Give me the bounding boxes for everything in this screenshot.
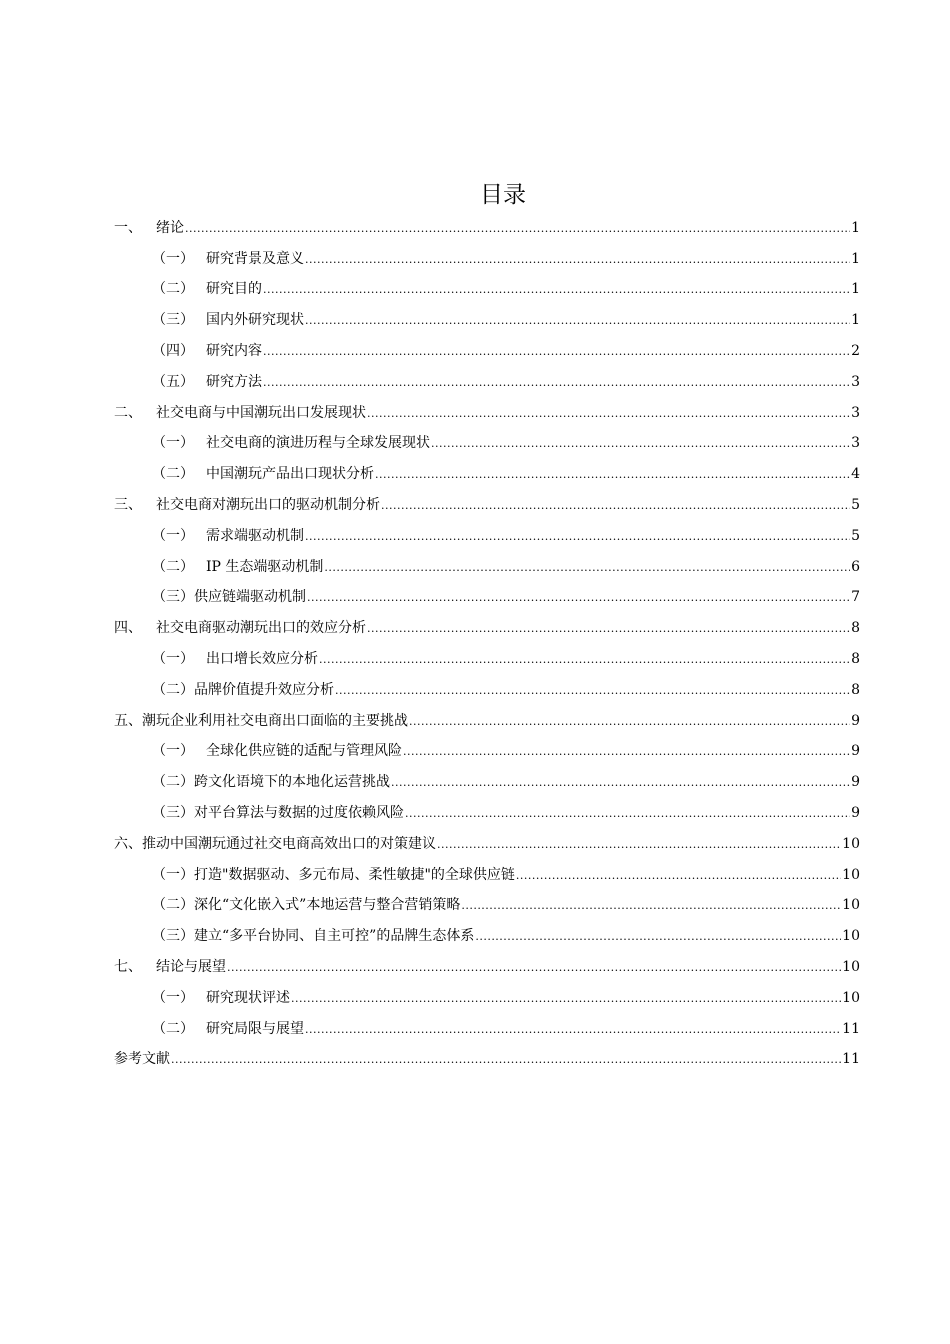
toc-entry-page-number: 10	[842, 897, 860, 914]
toc-entry-number: （三）	[152, 589, 194, 606]
toc-dot-leader	[461, 899, 841, 914]
toc-entry-page-number: 5	[851, 496, 860, 513]
toc-entry-label: 研究局限与展望	[206, 1020, 304, 1037]
toc-entry[interactable]	[114, 576, 860, 607]
toc-entry[interactable]	[114, 206, 860, 237]
toc-entry-number: （一）	[152, 250, 194, 267]
toc-entry-number: （二）	[152, 466, 194, 483]
toc-entry-number: 七、	[114, 958, 142, 975]
toc-entry-label: 社交电商对潮玩出口的驱动机制分析	[156, 496, 380, 513]
toc-entry-number: 一、	[114, 219, 142, 236]
toc-entry-number: （五）	[152, 373, 194, 390]
toc-entry[interactable]	[114, 298, 860, 329]
toc-entry-page-number: 7	[851, 589, 860, 606]
toc-entry-number: （三）	[152, 804, 194, 821]
toc-entry[interactable]	[114, 760, 860, 791]
toc-entry[interactable]	[114, 360, 860, 391]
toc-entry[interactable]	[114, 514, 860, 545]
toc-entry[interactable]	[114, 422, 860, 453]
toc-entry[interactable]	[114, 791, 860, 822]
toc-entry-label: 供应链端驱动机制	[194, 589, 306, 606]
toc-dot-leader	[291, 992, 841, 1007]
toc-dot-leader	[305, 530, 850, 545]
toc-entry-page-number: 10	[842, 928, 860, 945]
toc-dot-leader	[305, 1023, 841, 1038]
toc-entry-page-number: 6	[851, 558, 860, 575]
toc-dot-leader	[475, 930, 841, 945]
toc-entry-number: （二）	[152, 281, 194, 298]
toc-dot-leader	[391, 776, 850, 791]
toc-dot-leader	[405, 807, 850, 822]
toc-entry[interactable]	[114, 1038, 860, 1069]
toc-entry[interactable]	[114, 237, 860, 268]
toc-entry-page-number: 8	[851, 681, 860, 698]
toc-entry-page-number: 9	[851, 774, 860, 791]
toc-entry-page-number: 2	[851, 342, 860, 359]
toc-dot-leader	[375, 468, 850, 483]
toc-entry-page-number: 9	[851, 712, 860, 729]
toc-entry-page-number: 11	[842, 1051, 860, 1068]
toc-entry-page-number: 1	[851, 219, 860, 236]
toc-entry[interactable]	[114, 945, 860, 976]
toc-entry[interactable]	[114, 884, 860, 915]
toc-entry-label: 潮玩企业利用社交电商出口面临的主要挑战	[142, 712, 408, 729]
toc-dot-leader	[403, 745, 850, 760]
toc-entry-label: 建立“多平台协同、自主可控”的品牌生态体系	[194, 928, 475, 945]
toc-entry[interactable]	[114, 483, 860, 514]
toc-entry-page-number: 9	[851, 743, 860, 760]
toc-entry[interactable]	[114, 1007, 860, 1038]
toc-dot-leader	[437, 838, 841, 853]
toc-entry-label: 需求端驱动机制	[206, 527, 304, 544]
toc-entry-number: （一）	[152, 866, 194, 883]
toc-entry-label: 跨文化语境下的本地化运营挑战	[194, 774, 390, 791]
toc-dot-leader	[431, 437, 850, 452]
toc-dot-leader	[171, 1053, 841, 1068]
toc-entry-label: 研究内容	[206, 342, 262, 359]
toc-entry-label: 全球化供应链的适配与管理风险	[206, 743, 402, 760]
toc-dot-leader	[263, 376, 850, 391]
toc-dot-leader	[335, 684, 850, 699]
toc-entry-page-number: 4	[851, 466, 860, 483]
toc-dot-leader	[185, 222, 850, 237]
toc-dot-leader	[227, 961, 841, 976]
toc-title: 目录	[480, 182, 526, 208]
toc-entry-number: （一）	[152, 527, 194, 544]
toc-entry[interactable]	[114, 545, 860, 576]
toc-entry-number: 六、	[114, 835, 142, 852]
toc-entry-page-number: 8	[851, 620, 860, 637]
toc-entry-label: IP 生态端驱动机制	[206, 558, 324, 575]
toc-entry-label: 中国潮玩产品出口现状分析	[206, 466, 374, 483]
toc-dot-leader	[324, 561, 850, 576]
toc-entry-number: 二、	[114, 404, 142, 421]
toc-entry-number: （二）	[152, 897, 194, 914]
toc-dot-leader	[367, 407, 850, 422]
toc-entry[interactable]	[114, 668, 860, 699]
toc-entry-number: 四、	[114, 620, 142, 637]
toc-entry-label: 研究背景及意义	[206, 250, 304, 267]
toc-entry-page-number: 1	[851, 281, 860, 298]
toc-entry-number: （一）	[152, 435, 194, 452]
toc-entry-label: 对平台算法与数据的过度依赖风险	[194, 804, 404, 821]
toc-dot-leader	[307, 591, 850, 606]
toc-entry[interactable]	[114, 699, 860, 730]
toc-entry-page-number: 3	[851, 373, 860, 390]
toc-entry-label: 深化“文化嵌入式”本地运营与整合营销策略	[194, 897, 461, 914]
toc-entry-page-number: 10	[842, 989, 860, 1006]
toc-entry-label: 出口增长效应分析	[206, 650, 318, 667]
toc-entry[interactable]	[114, 822, 860, 853]
toc-entry-page-number: 10	[842, 835, 860, 852]
toc-entry-page-number: 11	[842, 1020, 860, 1037]
toc-entry-label: 结论与展望	[156, 958, 226, 975]
toc-dot-leader	[263, 283, 850, 298]
toc-entry-label: 研究现状评述	[206, 989, 290, 1006]
toc-entry-label: 绪论	[156, 219, 184, 236]
toc-entry-page-number: 9	[851, 804, 860, 821]
toc-entry-number: （三）	[152, 928, 194, 945]
toc-list	[114, 206, 860, 1068]
toc-entry-number: （一）	[152, 743, 194, 760]
toc-entry-number: （三）	[152, 312, 194, 329]
toc-entry-page-number: 1	[851, 312, 860, 329]
toc-dot-leader	[305, 253, 850, 268]
toc-dot-leader	[319, 653, 850, 668]
toc-entry-label: 打造"数据驱动、多元布局、柔性敏捷"的全球供应链	[194, 866, 515, 883]
toc-entry-label: 推动中国潮玩通过社交电商高效出口的对策建议	[142, 835, 436, 852]
toc-dot-leader	[367, 622, 850, 637]
toc-entry-page-number: 8	[851, 650, 860, 667]
toc-entry-label: 社交电商与中国潮玩出口发展现状	[156, 404, 366, 421]
toc-entry-label: 社交电商驱动潮玩出口的效应分析	[156, 620, 366, 637]
toc-dot-leader	[381, 499, 850, 514]
toc-entry-number: （二）	[152, 681, 194, 698]
toc-entry-label: 社交电商的演进历程与全球发展现状	[206, 435, 430, 452]
toc-entry-number: （一）	[152, 989, 194, 1006]
toc-dot-leader	[305, 314, 850, 329]
toc-entry-label: 国内外研究现状	[206, 312, 304, 329]
toc-entry[interactable]	[114, 606, 860, 637]
toc-entry-number: 三、	[114, 496, 142, 513]
toc-entry-page-number: 10	[842, 958, 860, 975]
toc-entry-number: （二）	[152, 1020, 194, 1037]
toc-dot-leader	[409, 715, 850, 730]
toc-entry[interactable]	[114, 452, 860, 483]
toc-entry-label: 研究方法	[206, 373, 262, 390]
toc-entry-page-number: 10	[842, 866, 860, 883]
toc-entry-number: 五、	[114, 712, 142, 729]
toc-entry[interactable]	[114, 730, 860, 761]
toc-entry-number: （二）	[152, 558, 194, 575]
toc-entry[interactable]	[114, 391, 860, 422]
toc-entry-number: （二）	[152, 774, 194, 791]
toc-dot-leader	[263, 345, 850, 360]
toc-entry-page-number: 5	[851, 527, 860, 544]
toc-entry-page-number: 1	[851, 250, 860, 267]
toc-entry[interactable]	[114, 853, 860, 884]
toc-entry[interactable]	[114, 976, 860, 1007]
toc-entry-label: 研究目的	[206, 281, 262, 298]
toc-entry[interactable]	[114, 329, 860, 360]
toc-entry-label: 品牌价值提升效应分析	[194, 681, 334, 698]
toc-entry-number: （一）	[152, 650, 194, 667]
toc-entry[interactable]	[114, 637, 860, 668]
toc-entry-page-number: 3	[851, 435, 860, 452]
toc-entry[interactable]	[114, 268, 860, 299]
toc-entry-number: （四）	[152, 342, 194, 359]
toc-entry-page-number: 3	[851, 404, 860, 421]
toc-entry[interactable]	[114, 914, 860, 945]
toc-entry-label: 参考文献	[114, 1051, 170, 1068]
toc-dot-leader	[516, 869, 841, 884]
